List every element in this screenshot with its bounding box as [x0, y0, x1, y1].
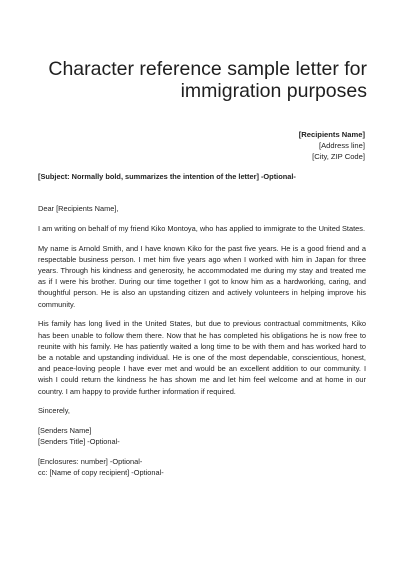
title-line-2: immigration purposes — [180, 80, 367, 102]
closing: Sincerely, — [38, 406, 70, 416]
letter-body — [38, 203, 366, 487]
body-paragraph-3: His family has long lived in the United States, but due to previous contractual commitments, Kiko has been unable to follow them there. Now that he has completed his obligations he is now free to reunite with his family. He has patiently waited a long time to be with them and has worked hard to be a notable and upstanding individual. He is one of the most dependable, conscientious, honest, and peace-loving people I have ever met and would be an excellent addition to our community. I wish I could return the kindness he has shown me and let him feel welcome and at home in our country. I am happy to provide further information if required. — [38, 319, 366, 396]
enclosures: [Enclosures: number] -Optional- — [38, 457, 143, 467]
recipient-address-block — [299, 129, 365, 163]
signature-block — [38, 425, 366, 447]
title-line-1: Character reference sample letter for — [48, 58, 367, 80]
enclosure-block — [38, 456, 366, 478]
body-paragraph-1: I am writing on behalf of my friend Kiko Montoya, who has applied to immigrate to the United States. — [38, 223, 365, 233]
body-paragraph-2: My name is Arnold Smith, and I have known Kiko for the past five years. He is a good friend and a respectable business person. I met him five years ago when I worked with him in Japan for three years. Through his kindness and generosity, he accommodated me during my stay and treated me as if I were his brother. During our time together I got to know him as a hardworking, caring, and thoughtful person. He is also an upstanding citizen and actively volunteers in helping improve his community. — [38, 243, 366, 309]
salutation: Dear [Recipients Name], — [38, 204, 119, 213]
sender-title: [Senders Title] -Optional- — [38, 437, 120, 447]
recipient-city-zip: [City, ZIP Code] — [312, 152, 365, 162]
sender-name: [Senders Name] — [38, 426, 92, 436]
recipient-address-line: [Address line] — [318, 141, 365, 151]
recipient-name: [Recipients Name] — [298, 130, 365, 139]
subject-line: [Subject: Normally bold, summarizes the intention of the letter] -Optional- — [38, 172, 296, 181]
document-title — [20, 58, 367, 102]
cc-line: cc: [Name of copy recipient] -Optional- — [38, 468, 164, 478]
